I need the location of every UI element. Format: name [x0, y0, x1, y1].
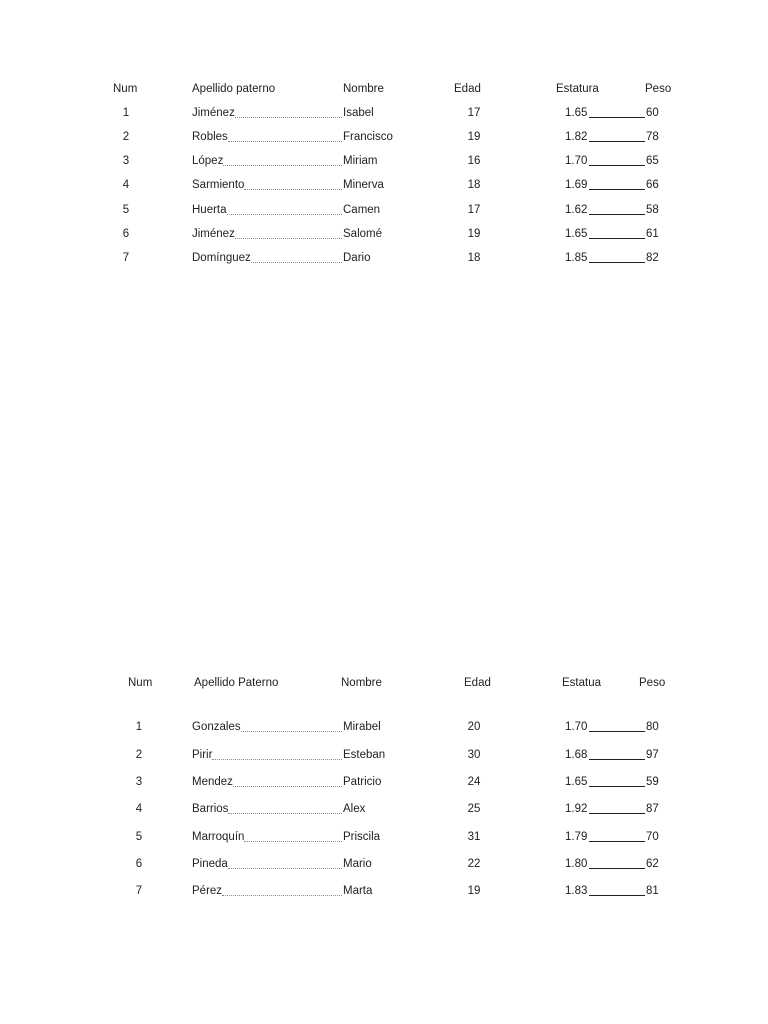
dotted-leader	[244, 841, 342, 842]
cell-edad: 24	[467, 776, 481, 788]
cell-estatura: 1.92	[565, 803, 588, 815]
cell-peso: 81	[646, 885, 659, 897]
cell-num: 2	[135, 749, 143, 761]
header-estatura: Estatura	[556, 83, 599, 95]
cell-edad: 20	[467, 721, 481, 733]
cell-apellido: Pirir	[192, 749, 213, 761]
underline-leader	[589, 731, 645, 732]
cell-edad: 17	[467, 107, 481, 119]
cell-num: 1	[122, 107, 130, 119]
cell-num: 4	[122, 179, 130, 191]
cell-estatura: 1.80	[565, 858, 588, 870]
cell-apellido: Marroquín	[192, 831, 245, 843]
cell-apellido: Jiménez	[192, 107, 235, 119]
cell-num: 4	[135, 803, 143, 815]
cell-peso: 59	[646, 776, 659, 788]
table-row	[0, 775, 768, 789]
cell-estatura: 1.65	[565, 228, 588, 240]
cell-num: 2	[122, 131, 130, 143]
table-row	[0, 830, 768, 844]
cell-peso: 62	[646, 858, 659, 870]
cell-edad: 22	[467, 858, 481, 870]
cell-edad: 30	[467, 749, 481, 761]
cell-edad: 16	[467, 155, 481, 167]
cell-estatura: 1.65	[565, 776, 588, 788]
cell-peso: 78	[646, 131, 659, 143]
cell-nombre: Priscila	[343, 831, 381, 843]
table-row	[0, 802, 768, 816]
cell-num: 3	[122, 155, 130, 167]
dotted-leader	[212, 759, 342, 760]
cell-peso: 65	[646, 155, 659, 167]
cell-peso: 87	[646, 803, 659, 815]
cell-nombre: Minerva	[343, 179, 384, 191]
header-edad: Edad	[464, 677, 491, 689]
underline-leader	[589, 841, 645, 842]
cell-edad: 19	[467, 228, 481, 240]
header-peso: Peso	[639, 677, 666, 689]
cell-nombre: Camen	[343, 204, 381, 216]
table-row	[0, 884, 768, 898]
cell-nombre: Mirabel	[343, 721, 381, 733]
table-row	[0, 720, 768, 734]
table-row	[0, 857, 768, 871]
cell-nombre: Salomé	[343, 228, 382, 240]
cell-nombre: Alex	[343, 803, 366, 815]
cell-peso: 60	[646, 107, 659, 119]
header-estatura: Estatua	[562, 677, 601, 689]
cell-nombre: Isabel	[343, 107, 374, 119]
cell-apellido: Jiménez	[192, 228, 235, 240]
cell-apellido: López	[192, 155, 224, 167]
underline-leader	[589, 759, 645, 760]
cell-num: 5	[122, 204, 130, 216]
cell-edad: 31	[467, 831, 481, 843]
dotted-leader	[233, 786, 342, 787]
cell-estatura: 1.70	[565, 721, 588, 733]
cell-apellido: Domínguez	[192, 252, 251, 264]
cell-num: 1	[135, 721, 143, 733]
cell-apellido: Sarmiento	[192, 179, 245, 191]
cell-peso: 80	[646, 721, 659, 733]
cell-apellido: Barrios	[192, 803, 229, 815]
cell-nombre: Marta	[343, 885, 373, 897]
header-peso: Peso	[645, 83, 672, 95]
cell-apellido: Robles	[192, 131, 228, 143]
cell-peso: 70	[646, 831, 659, 843]
table-row	[0, 748, 768, 762]
dotted-leader	[228, 813, 342, 814]
cell-nombre: Miriam	[343, 155, 378, 167]
cell-apellido: Pérez	[192, 885, 223, 897]
underline-leader	[589, 895, 645, 896]
cell-num: 3	[135, 776, 143, 788]
cell-edad: 18	[467, 179, 481, 191]
cell-estatura: 1.62	[565, 204, 588, 216]
cell-nombre: Francisco	[343, 131, 393, 143]
cell-num: 6	[122, 228, 130, 240]
underline-leader	[589, 868, 645, 869]
dotted-leader	[222, 895, 342, 896]
cell-edad: 17	[467, 204, 481, 216]
underline-leader	[589, 786, 645, 787]
cell-apellido: Mendez	[192, 776, 233, 788]
header-nombre: Nombre	[341, 677, 382, 689]
cell-nombre: Esteban	[343, 749, 386, 761]
cell-peso: 97	[646, 749, 659, 761]
header-num: Num	[113, 83, 138, 95]
cell-apellido: Huerta	[192, 204, 227, 216]
cell-peso: 66	[646, 179, 659, 191]
underline-leader	[589, 813, 645, 814]
dotted-leader	[228, 868, 342, 869]
header-apellido: Apellido Paterno	[194, 677, 279, 689]
cell-nombre: Mario	[343, 858, 372, 870]
cell-apellido: Pineda	[192, 858, 228, 870]
cell-apellido: Gonzales	[192, 721, 241, 733]
cell-estatura: 1.70	[565, 155, 588, 167]
header-edad: Edad	[454, 83, 481, 95]
cell-edad: 19	[467, 131, 481, 143]
cell-estatura: 1.65	[565, 107, 588, 119]
header-nombre: Nombre	[343, 83, 384, 95]
header-apellido: Apellido paterno	[192, 83, 276, 95]
dotted-leader	[241, 731, 342, 732]
cell-edad: 18	[467, 252, 481, 264]
cell-num: 5	[135, 831, 143, 843]
cell-peso: 61	[646, 228, 659, 240]
cell-estatura: 1.83	[565, 885, 588, 897]
cell-peso: 58	[646, 204, 659, 216]
cell-estatura: 1.68	[565, 749, 588, 761]
cell-estatura: 1.85	[565, 252, 588, 264]
cell-estatura: 1.69	[565, 179, 588, 191]
cell-edad: 19	[467, 885, 481, 897]
cell-edad: 25	[467, 803, 481, 815]
cell-num: 7	[135, 885, 143, 897]
cell-estatura: 1.82	[565, 131, 588, 143]
cell-nombre: Patricio	[343, 776, 382, 788]
cell-num: 7	[122, 252, 130, 264]
cell-num: 6	[135, 858, 143, 870]
header-num: Num	[128, 677, 153, 689]
cell-estatura: 1.79	[565, 831, 588, 843]
cell-peso: 82	[646, 252, 659, 264]
cell-nombre: Dario	[343, 252, 371, 264]
